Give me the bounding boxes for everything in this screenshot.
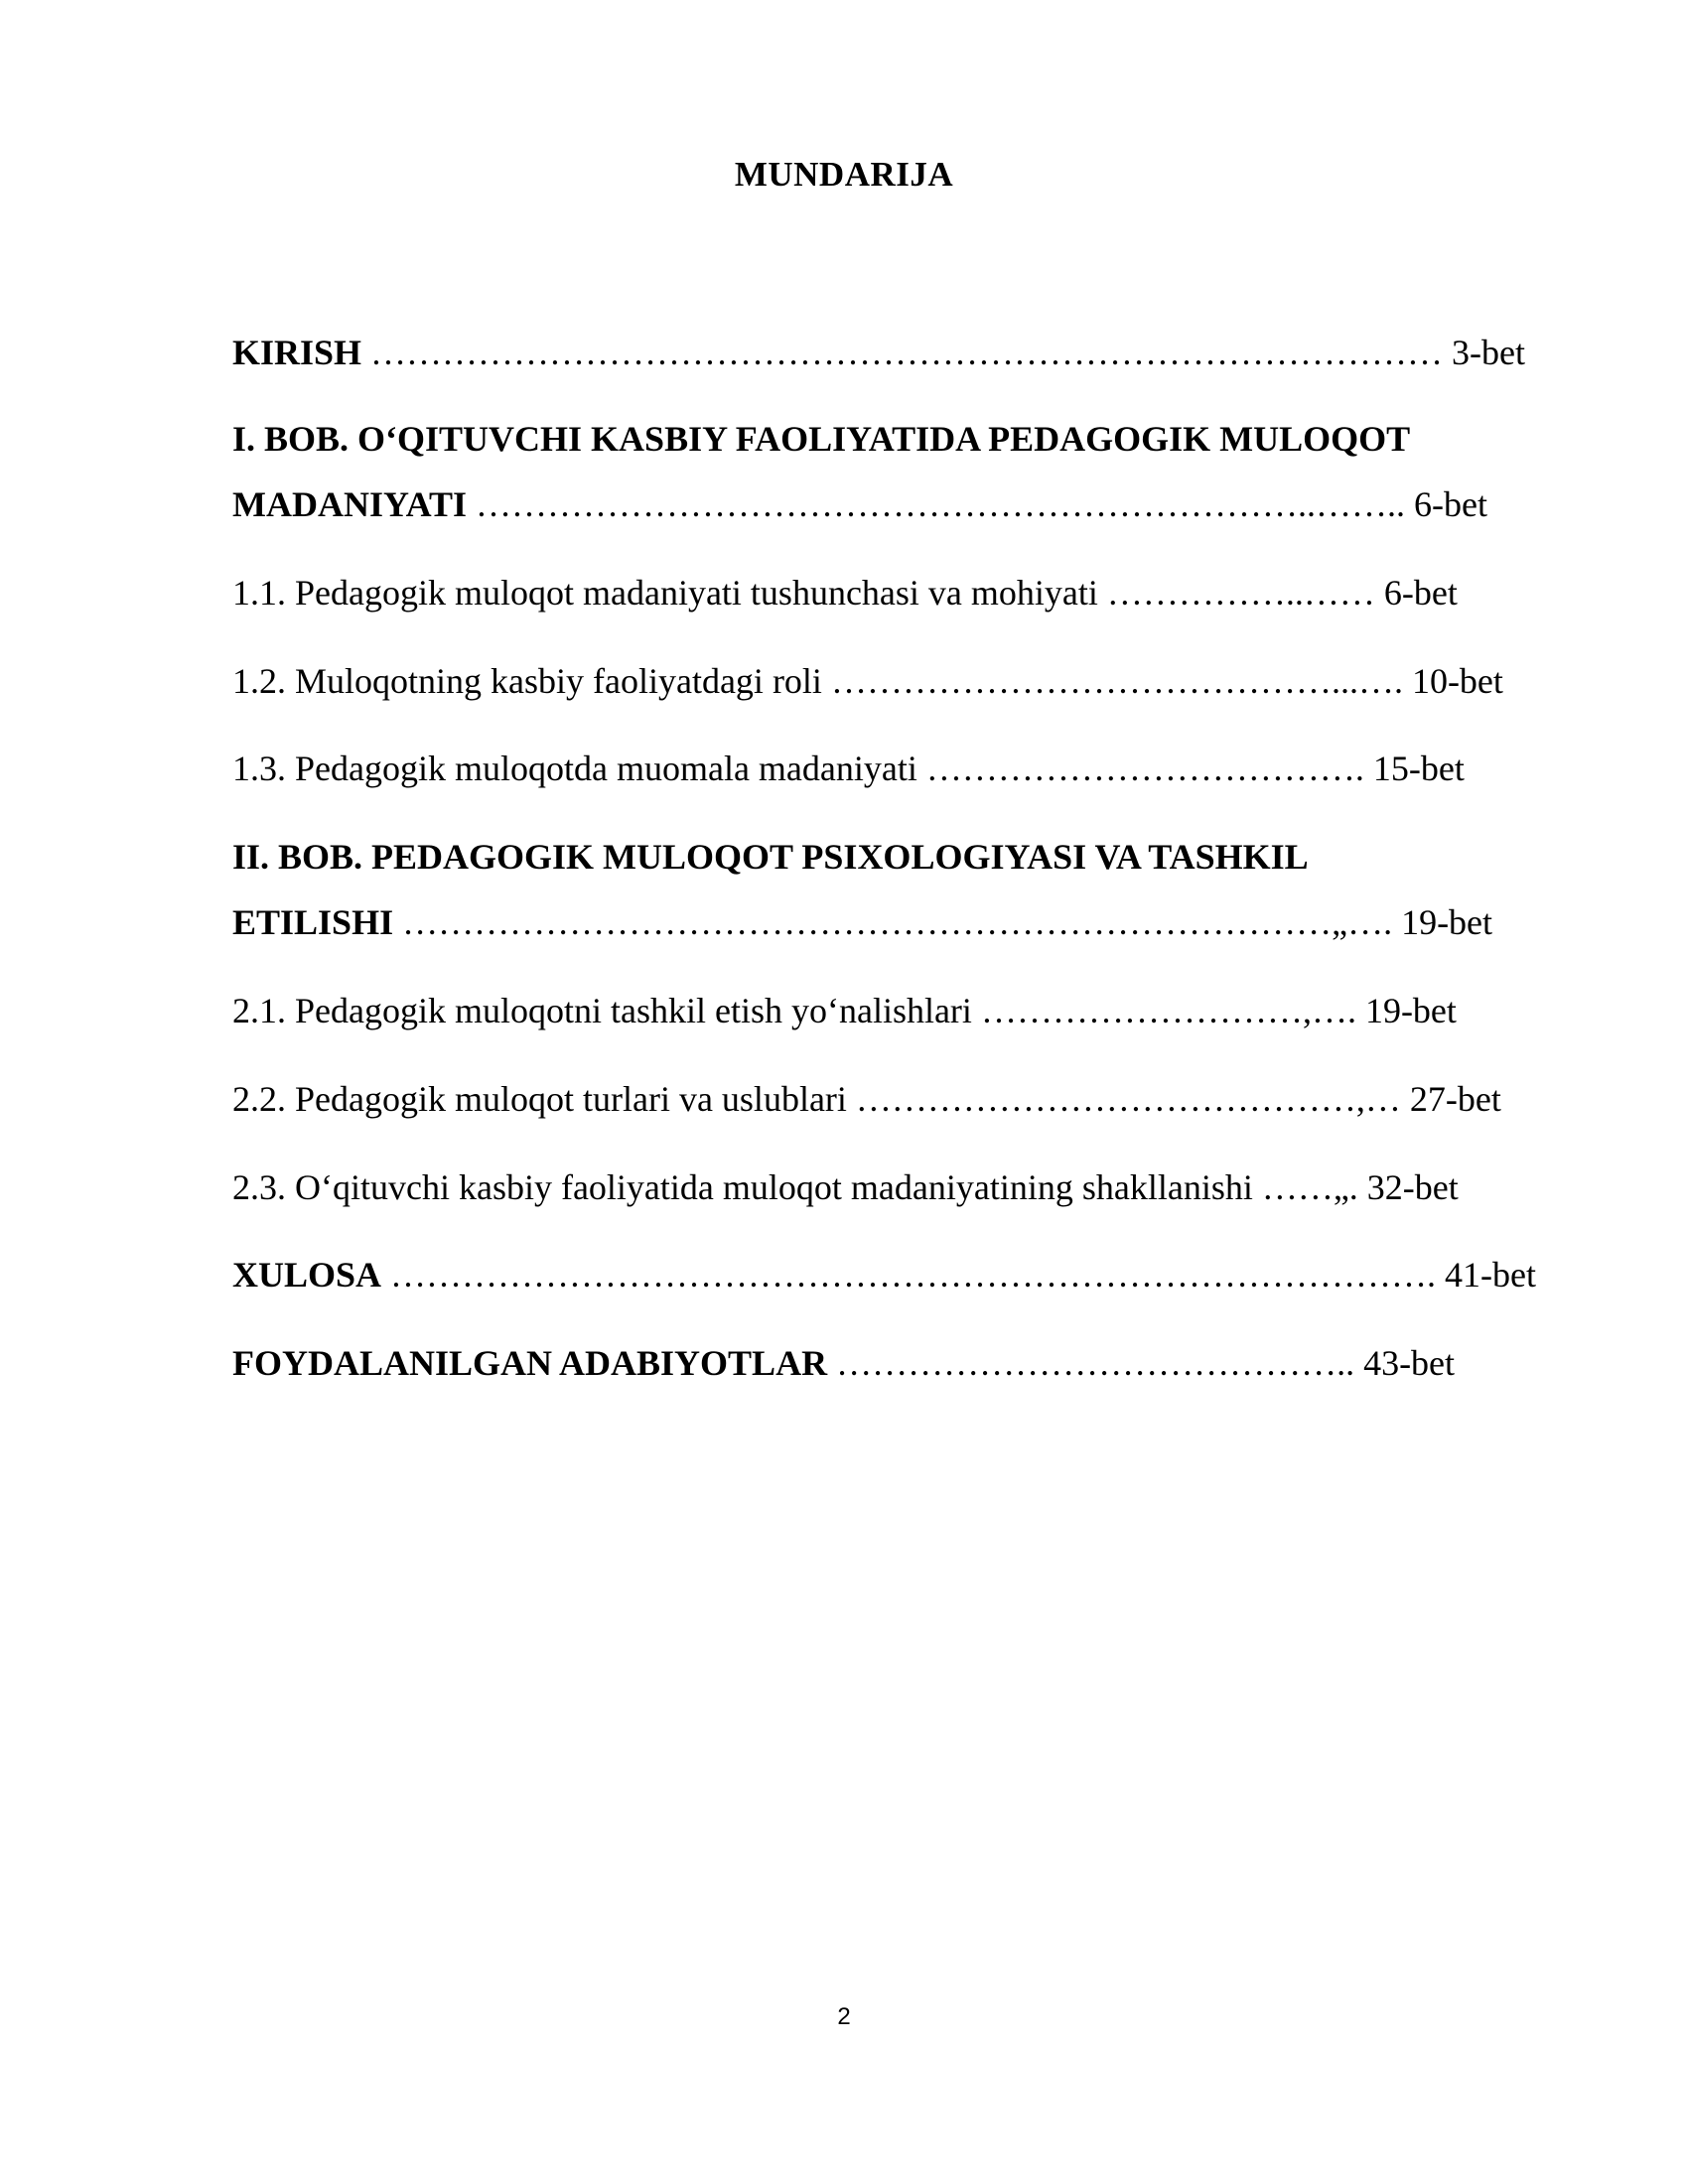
toc-item-leader: ……„. 32-bet — [1252, 1167, 1459, 1207]
toc-item-label: I. BOB. O‘QITUVCHI KASBIY FAOLIYATIDA PEDAGOGIK MULOQOT — [232, 419, 1411, 459]
toc-item-label: 2.2. Pedagogik muloqot turlari va uslublari — [232, 1079, 847, 1119]
toc-item-label: 1.1. Pedagogik muloqot madaniyati tushunchasi va mohiyati — [232, 573, 1098, 613]
toc-item-label: ETILISHI — [232, 902, 394, 942]
toc-item-xulosa — [232, 1253, 1536, 1297]
toc-item-chapter-2-title — [232, 835, 1309, 879]
toc-item-chapter-2-continuation — [232, 900, 1492, 944]
toc-item-label: 2.3. O‘qituvchi kasbiy faoliyatida muloqot madaniyatining shakllanishi — [232, 1167, 1253, 1207]
toc-item-kirish — [232, 331, 1525, 374]
toc-item-section-2-2 — [232, 1077, 1501, 1121]
toc-item-label: KIRISH — [232, 333, 362, 372]
toc-item-label: FOYDALANILGAN ADABIYOTLAR — [232, 1343, 828, 1383]
toc-item-leader: ……………………………………………………………..…….. 6-bet — [467, 484, 1487, 524]
toc-item-label: II. BOB. PEDAGOGIK MULOQOT PSIXOLOGIYASI VA TASHKIL — [232, 837, 1309, 877]
toc-item-label: 2.1. Pedagogik muloqotni tashkil etish yo‘nalishlari — [232, 991, 972, 1030]
toc-item-label: 1.3. Pedagogik muloqotda muomala madaniyati — [232, 749, 917, 788]
page-number: 2 — [837, 2003, 851, 2030]
toc-item-label: MADANIYATI — [232, 484, 468, 524]
toc-item-leader: …………………………………….. 43-bet — [827, 1343, 1456, 1383]
toc-item-leader: ……………………………………………………………………………. 41-bet — [381, 1255, 1536, 1295]
toc-item-section-1-1 — [232, 571, 1458, 614]
toc-item-chapter-1-continuation — [232, 482, 1487, 526]
toc-item-label: XULOSA — [232, 1255, 382, 1295]
toc-item-label: 1.2. Muloqotning kasbiy faoliyatdagi roli — [232, 661, 822, 701]
toc-item-leader: ………………………………. 15-bet — [916, 749, 1465, 788]
toc-item-chapter-1-title — [232, 417, 1410, 461]
toc-item-leader: ……………………………………...…. 10-bet — [821, 661, 1503, 701]
page-title: MUNDARIJA — [734, 155, 954, 194]
toc-item-section-1-3 — [232, 747, 1465, 790]
toc-item-leader: ……………………………………………………………………„…. 19-bet — [393, 902, 1493, 942]
toc-item-leader: ……………..…… 6-bet — [1097, 573, 1458, 613]
toc-item-section-2-1 — [232, 989, 1457, 1032]
toc-item-leader: ……………………………………,… 27-bet — [846, 1079, 1501, 1119]
toc-item-section-2-3 — [232, 1165, 1459, 1209]
toc-item-adabiyotlar — [232, 1341, 1455, 1385]
toc-item-leader: ……………………………………………………………………………… 3-bet — [361, 333, 1526, 372]
toc-item-section-1-2 — [232, 659, 1503, 703]
toc-item-leader: ………………………,…. 19-bet — [971, 991, 1457, 1030]
